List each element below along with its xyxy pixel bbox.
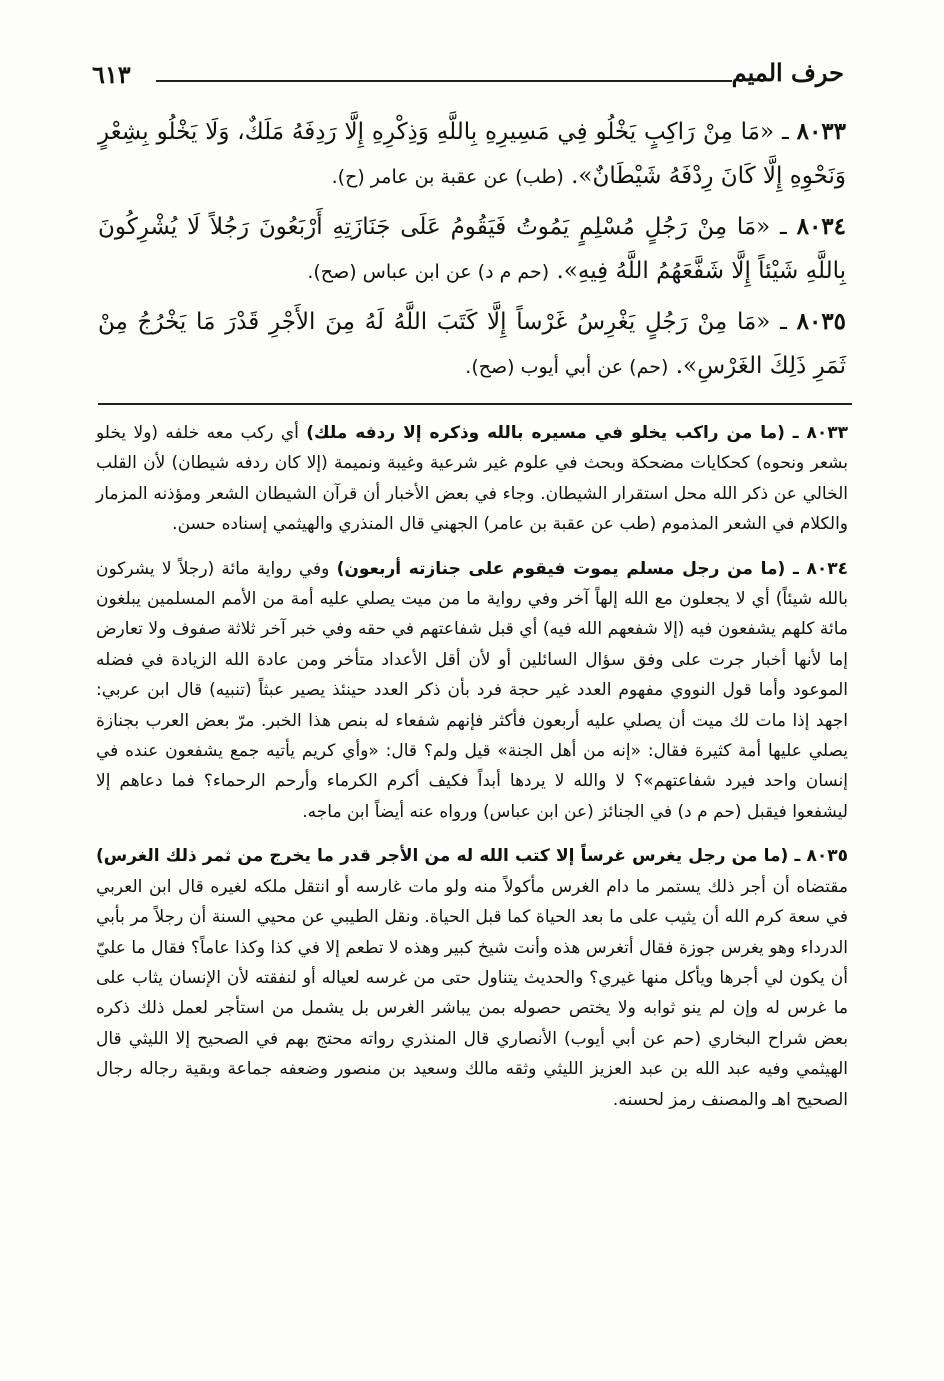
hadith-number: ٨٠٣٤ bbox=[796, 213, 847, 240]
section-divider bbox=[98, 403, 852, 405]
commentary-entry bbox=[96, 841, 848, 1115]
header-rule bbox=[156, 80, 732, 82]
hadith-number: ٨٠٣٥ bbox=[796, 308, 847, 335]
commentary-text: وفي رواية مائة (رجلاً لا يشركون بالله شيئاً) أي لا يجعلون مع الله إلهاً آخر وفي رواية ما من ميت يصلي عليه أمة من الأمم المسلمين يبلغون مائة كلهم يشفعون فيه (إلا شفعهم الله فيه) أي قبل شفاعتهم في حقه وفي خبر آخر ثلاثة صفوف ولا تعارض إما لأنها أخبار جرت على وفق سؤال السائلين أو لأن أقل الأعداد متأخر ومن عادة الله الزيادة في فضله الموعود وأما قول النووي مفهوم العدد غير حجة فرد بأن ذكر العدد حينئذ يصير عبثاً (تنبيه) قال ابن عربي: اجهد إذا مات لك ميت أن يصلي عليه أربعون فأكثر فإنهم شفعاء له بنص هذا الخبر. مرّ بعض العرب بجنازة يصلي عليها أمة كثيرة فقال: «إنه من أهل الجنة» قيل ولم؟ قال: «وأي كريم يأتيه جمع يشفعون عنده في إنسان واحد فيرد شفاعتهم»؟ لا والله لا يردها أبداً فكيف أكرم الكرماء وأرحم الرحماء؟ فما دعاهم إلا ليشفعوا فيقبل (حم م د) في الجنائز (عن ابن عباس) ورواه عنه أيضاً ابن ماجه. bbox=[96, 558, 848, 822]
commentary-lead: ٨٠٣٥ ـ (ما من رجل يغرس غرساً إلا كتب الله له من الأجر قدر ما يخرج من ثمر ذلك الغرس) bbox=[96, 846, 848, 867]
hadith-source: (حم م د) عن ابن عباس (صح). bbox=[307, 261, 550, 283]
hadith-entry: ٨٠٣٤ ـ «مَا مِنْ رَجُلٍ مُسْلِمٍ يَمُوتُ فَيَقُومُ عَلَى جَنَازَتِهِ أَرْبَعُونَ رَجُلاً لَا يُشْرِكُونَ بِاللَّهِ شَيْئاً إِلَّا شَفَّعَهُمُ اللَّهُ فِيهِ». (حم م د) عن ابن عباس (صح). bbox=[98, 213, 847, 284]
hadith-text: «مَا مِنْ رَاكِبٍ يَخْلُو فِي مَسِيرِهِ بِاللَّهِ وَذِكْرِهِ إِلَّا رَدِفَهُ مَلَكٌ، وَلَا يَخْلُو بِشِعْرٍ وَنَحْوِهِ إِلَّا كَانَ رِدْفَهُ شَيْطَانٌ». bbox=[98, 119, 846, 189]
commentary-entry bbox=[96, 554, 848, 828]
hadith-entry: ٨٠٣٣ ـ «مَا مِنْ رَاكِبٍ يَخْلُو فِي مَسِيرِهِ بِاللَّهِ وَذِكْرِهِ إِلَّا رَدِفَهُ مَلَكٌ، وَلَا يَخْلُو بِشِعْرٍ وَنَحْوِهِ إِلَّا كَانَ رِدْفَهُ شَيْطَانٌ». (طب) عن عقبة بن عامر (ح). bbox=[98, 118, 847, 189]
hadith-source: (حم) عن أبي أيوب (صح). bbox=[465, 356, 669, 378]
hadith-text: «مَا مِنْ رَجُلٍ مُسْلِمٍ يَمُوتُ فَيَقُومُ عَلَى جَنَازَتِهِ أَرْبَعُونَ رَجُلاً لَا يُشْرِكُونَ بِاللَّهِ شَيْئاً إِلَّا شَفَّعَهُمُ اللَّهُ فِيهِ». bbox=[98, 214, 846, 284]
chapter-title: حرف الميم bbox=[731, 58, 844, 87]
commentary-lead: ٨٠٣٤ ـ (ما من رجل مسلم يموت فيقوم على جنازته أربعون) bbox=[336, 558, 848, 579]
hadith-text: «مَا مِنْ رَجُلٍ يَغْرِسُ غَرْساً إِلَّا كَتَبَ اللَّهُ لَهُ مِنَ الأَجْرِ قَدْرَ مَا يَخْرُجُ مِنْ ثَمَرِ ذَلِكَ الغَرْسِ». bbox=[98, 309, 846, 379]
commentary-text: أي ركب معه خلفه (ولا يخلو بشعر ونحوه) كحكايات مضحكة وبحث في علوم غير شرعية وغيبة ونميمة (إلا كان ردفه شيطان) لأن القلب الخالي عن ذكر الله محل استقرار الشيطان. وجاء في بعض الأخبار أن قرآن الشيطان الشعر ومؤذنه المزمار والكلام في الشعر المذموم (طب عن عقبة بن عامر) الجهني قال المنذري والهيثمي إسناده حسن. bbox=[96, 423, 848, 535]
hadith-entry: ٨٠٣٥ ـ «مَا مِنْ رَجُلٍ يَغْرِسُ غَرْساً إِلَّا كَتَبَ اللَّهُ لَهُ مِنَ الأَجْرِ قَدْرَ مَا يَخْرُجُ مِنْ ثَمَرِ ذَلِكَ الغَرْسِ». (حم) عن أبي أيوب (صح). bbox=[98, 308, 847, 379]
hadith-source: (طب) عن عقبة بن عامر (ح). bbox=[331, 166, 564, 188]
hadith-number: ٨٠٣٣ bbox=[796, 118, 847, 145]
page-number: ٦١٣ bbox=[92, 60, 131, 89]
commentary-text: مقتضاه أن أجر ذلك يستمر ما دام الغرس مأكولاً منه ولو مات غارسه أو انتقل ملكه لغيره قال ابن العربي في سعة كرم الله أن يثيب على ما بعد الحياة كما قبل الحياة. ونقل الطيبي عن محيي السنة أن رجلاً مر بأبي الدرداء وهو يغرس جوزة فقال أتغرس هذه وأنت شيخ كبير وهذه لا تطعم إلا في كذا وكذا عاماً؟ فقال ما عليّ أن يكون لي أجرها ويأكل منها غيري؟ والحديث يتناول حتى من غرسه لعياله أو لنفقته لأن الإنسان يثاب على ما غرس له وإن لم ينو ثوابه ولا يختص حصوله بمن يباشر الغرس بل يشمل من استأجر لعمل ذلك ذكره بعض شراح البخاري (حم عن أبي أيوب) الأنصاري قال المنذري رواته محتج بهم في الصحيح إلا الليثي قال الهيثمي وفيه عبد الله بن عبد العزيز الليثي وثقه مالك وسعيد بن منصور وضعفه جماعة وبقية رجاله رجال الصحيح اهـ والمصنف رمز لحسنه. bbox=[96, 876, 848, 1110]
commentary-entry bbox=[96, 418, 848, 540]
page-header bbox=[92, 58, 844, 92]
hadith-text-section bbox=[98, 110, 846, 395]
commentary-section bbox=[96, 418, 848, 1129]
commentary-lead: ٨٠٣٣ ـ (ما من راكب يخلو في مسيره بالله وذكره إلا ردفه ملك) bbox=[306, 423, 848, 443]
